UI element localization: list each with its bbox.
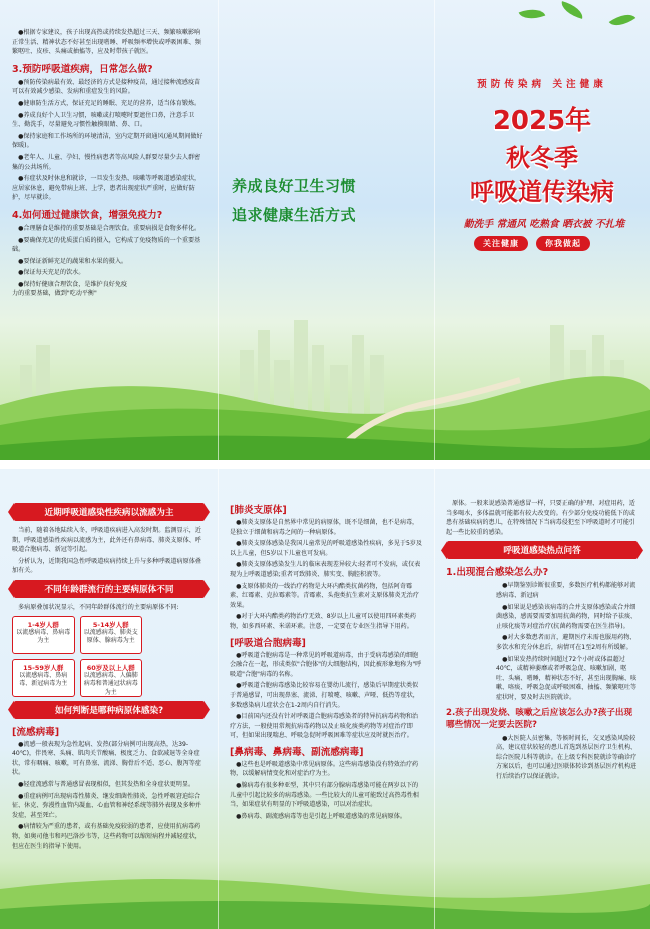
health-slogan [232,172,356,230]
cover-tips: 勤洗手 常通风 吃熟食 晒衣被 不扎堆 [463,219,625,230]
body-text: 多病原叠加状况显示，不同年龄群体流行的主要病原体不同: [18,603,179,611]
age-group-box [12,616,75,654]
pill-badge: 你我做起 [536,236,590,251]
q4-item: ●要确保充足的优质蛋白质的摄入，它构成了免疫物质的一个重要基础。 [12,236,201,254]
q4-item: ●保证每天充足的饮水。 [18,269,85,277]
age-group-grid [12,616,142,697]
body-text: ●早期鉴别诊断很重要，多数医疗机构都能够对流感病毒、新冠病 [496,582,636,599]
mycoplasma-heading: [肺炎支原体] [230,505,287,516]
fold-line [434,0,435,460]
age-group-body: 以流感病毒、肺炎支原体、腺病毒为主 [83,628,138,645]
flu-heading: [流感病毒] [12,726,60,738]
section-banner: 不同年龄群流行的主要病原体不同 [14,580,204,598]
body-text: ●腺病毒有很多种亚型，其中只有部分腺病毒感染可能在两岁以下的儿童中引起比较多的病毒感染。一些比较大的儿童可能致过高热毒性相当，如果症状有明显的下呼吸道感染，可以对治症状。 [230,782,419,809]
body-text: ●支原体肺炎的一线治疗药物是大环内酯类抗菌药物，包括阿奇霉素、红霉素、克拉霉素等。青霉素、头孢类抗生素对支原体肺炎无治疗效果。 [230,582,419,609]
cover-year: 2025年 [492,106,592,136]
age-group-body: 以流感病毒、鼻病毒、新冠病毒为主 [19,671,68,688]
age-group-box [80,616,143,654]
body-text: ●呼吸道合胞病毒感染比较容易在婴幼儿流行，感染后早期症状类似于普通感冒，可出现鼻塞、流涕、打喷嚏、咳嗽、声哑、低热等症状，多数感染病儿症状会在1-2周内自行消失。 [230,682,419,709]
q4-item: ●要保证新鲜充足的蔬果和水果的摄入。 [18,257,128,265]
section-banner: 如何判断是哪种病原体感染? [14,701,204,719]
fold-line [218,0,219,460]
question-3-heading: 3.预防呼吸道疾病，日常怎么做? [12,63,153,75]
outside-sheet [0,0,650,460]
body-text: 当前，随着各地陆续入冬，呼吸道疾病进入高发时期。监测显示，近期，呼吸道感染性疾病以流感为主，此外还有鼻病毒、肺炎支原体、呼吸道合胞病毒、新冠等引起。 [12,527,201,554]
age-group-title: 15-59岁人群 [23,663,64,672]
section-banner: 近期呼吸道感染性疾病以流感为主 [14,503,204,521]
pill-badge: 关注健康 [474,236,528,251]
slogan-line: 追求健康生活方式 [232,206,357,224]
age-group-title: 5-14岁人群 [92,620,129,629]
intro-text: ●根据专家建议，孩子出现高热或持续发热超过三天、频繁咳嗽影响正常生活、精神状态不好甚至出现嗜睡、呼吸频率增快或呼吸困难、频繁呕吐、皮疹、头痛或抽搐等，应及时带孩子就医。 [12,29,201,56]
body-text: ●大医院人员密集，等候时间长，交叉感染风险较高，建议症状较轻的患儿首选到基层医疗卫生机构、综合医院儿科等就诊。在上级专科医院就诊等确诊疗方案以后，也可以通过医联体转诊到基层医疗机构进行后续治疗以保证就诊。 [496,734,637,780]
inside-right-panel [434,469,650,929]
q3-item: ●养成良好个人卫生习惯，咳嗽或打喷嚏时要遮住口鼻，注意手卫生、勤洗手，尽量避免习惯性触摸眼睛、鼻、口。 [12,111,195,129]
body-text: ●病情较为严重的患者，或有基础免疫较弱的患者，应使用抗病毒药物，如奥司他韦和玛巴洛沙韦等，这些药物可以缩短病程并减轻症状，但应在医生的指导下使用。 [12,823,201,850]
cover-pills [474,236,590,251]
age-group-box [12,659,75,697]
body-text: 分析认为，近期我国急性呼吸道疾病持续上升与多种呼吸道病原体叠加有关。 [12,557,201,575]
q3-item: ●保持家庭和工作场所的环境清洁，室内定期开窗通风(通风期间做好保暖)。 [12,132,203,150]
body-text: ●鼻病毒、副流感病毒等也是引起上呼吸道感染的常见病原体。 [236,812,406,820]
cover-tagline: 预防传染病 关注健康 [477,79,607,90]
body-text: 原体。一般来说感染普通感冒一样，只要正确的护理、对症用药，适当多喝水，多体温就可能都有较大改变的。有少部分免疫功能低下的或患有基础疾病的患儿，在特殊情况下当病毒侵犯至下呼吸道时才可能引起一些比较重的感染。 [446,500,635,536]
body-text: ●肺炎支原体感染发生儿的临床表现差异较大:轻者可不发病，或仅表现为上呼吸道感染;重者可致肺炎、肺实变、胸腔积液等。 [230,561,421,578]
age-group-body: 以流感病毒、人偏肺病毒和普通冠状病毒为主 [83,671,138,696]
question-1-heading: 1.出现混合感染怎么办? [446,567,549,579]
question-2-heading: 2.孩子出现发烧、咳嗽之后应该怎么办?孩子出现哪些情况一定要去医院? [446,707,633,730]
body-text: ●如果发热持续时间超过72个小时或体温超过40℃，或精神萎靡或者呼吸急促、咳嗽加剧，呕吐、头痛、嗜睡，精神状态不好，甚至出现胸痛、咳嗽、咯痰、呼吸急促或呼吸困难、抽搐、频繁呕吐等症状时，要及时去医院就诊。 [496,655,637,701]
body-text: ●如果说是感染该病毒的合并支原体感染或合并细菌感染，感需要需要加用抗菌药物，同时给予祛痰、止咳化痰等对症治疗(抗菌药物需要在医生指导)。 [496,603,637,630]
cover-title: 呼吸道传染病 [470,178,614,206]
cover-season: 秋冬季 [506,144,578,172]
slogan-line: 养成良好卫生习惯 [232,177,357,195]
q3-item: ●老年人、儿童、孕妇、慢性病患者等高风险人群要尽量少去人群密集的公共场所。 [12,153,201,171]
age-group-box [80,659,143,697]
body-text: ●肺炎支原体是自然界中常见的病原体，既不是细菌，也不是病毒，是独立于细菌和病毒之间的一种病原体。 [230,519,419,536]
body-text: ●轻症流感常与普通感冒表现相似，但其发热和全身症状更明显。 [18,780,195,788]
q3-item: ●健康防生活方式，保证充足的睡眠、充足的营养，适当体育锻炼。 [18,99,201,107]
age-group-body: 以流感病毒、鼻病毒为主 [16,628,71,645]
body-text: ●对于大环内酯类药物治疗无效、8岁以上儿童可以使用四环素类药物，如多西环素、米诺环素。注意，一定要在专业医生指导下用药。 [230,613,416,630]
q4-item: ●保持好健康合理饮食，是维护良好免疫力的重要基础，做到"吃动平衡" [12,280,128,298]
body-text: ●这些也是呼吸道感染中常见病原体。这些病毒感染没有特效治疗药物，以缓解病情变化和对症治疗为主。 [230,760,419,778]
body-text: ●重症病例可出现病毒性肺炎、继发细菌性肺炎、急性呼吸窘迫综合征、休克、弥漫性血管内凝血、心血管和神经系统等肺外表现及多种并发症，甚至死亡。 [12,792,201,819]
rsv-heading: [呼吸道合胞病毒] [230,637,306,649]
body-text: ●呼吸道合胞病毒是一种常见的呼吸道病毒，由于受病毒感染的细胞会融合在一起，形成类似"合胞体"的大细胞结构，因此被形象地称为"呼吸道"合胞"病毒的名称。 [230,651,422,678]
inside-middle-panel [218,469,434,929]
question-4-heading: 4.如何通过健康饮食，增强免疫力? [12,209,163,221]
body-text: ●对大多数患者而言，避期医疗未需也服用药物、多饮水和充分休息后，病情可在1至2周有所缓解。 [496,634,636,651]
q3-item: ●预防传染病最有效、最经济的方式是接种疫苗，通过接种流感疫苗可以有效减少感染、发病和重症发生的风险。 [12,78,201,96]
outside-left-panel [0,0,218,460]
body-text: ●肺炎支原体感染是我国儿童常见的呼吸道感染性疾病，多见于5岁及以上儿童，但5岁以下儿童也可发病。 [230,540,423,557]
rhinovirus-heading: [鼻病毒、鼻病毒、副流感病毒] [230,746,364,758]
section-banner: 呼吸道感染热点问答 [447,541,637,559]
q4-item: ●合理膳食是维持的重要基础是合理饮食。重要病损是食物多样化。 [18,224,201,232]
body-text: ●流感一般表现为急性起病、发热(部分病例可出现高热，达39-40℃)，伴畏寒、头痛、肌肉关节酸痛、极度乏力、食欲减退等全身症状，常有咽痛、咳嗽，可有鼻塞、流涕、胸骨后不适、恶心、腹泻等症状。 [12,740,201,777]
q3-item: ●有症状及时休息和就诊，一旦发生发热、咳嗽等呼吸道感染症状，应居家休息，避免带病上班、上学，患者出现症状严重时，应做好防护，尽早就诊。 [12,175,201,202]
body-text: ●目前国内还没有针对呼吸道合胞病毒感染者的特异抗病毒药物和治疗方法，一般使用常规抗病毒药物以及止咳化痰类药物等对症治疗即可，但如果出现喘息、呼吸急促时呼吸困难等症状应及时就医治疗。 [230,713,419,740]
age-group-title: 60岁及以上人群 [86,663,135,672]
inside-left-panel [0,469,218,929]
inside-sheet [0,469,650,929]
age-group-title: 1-4岁人群 [27,620,59,629]
